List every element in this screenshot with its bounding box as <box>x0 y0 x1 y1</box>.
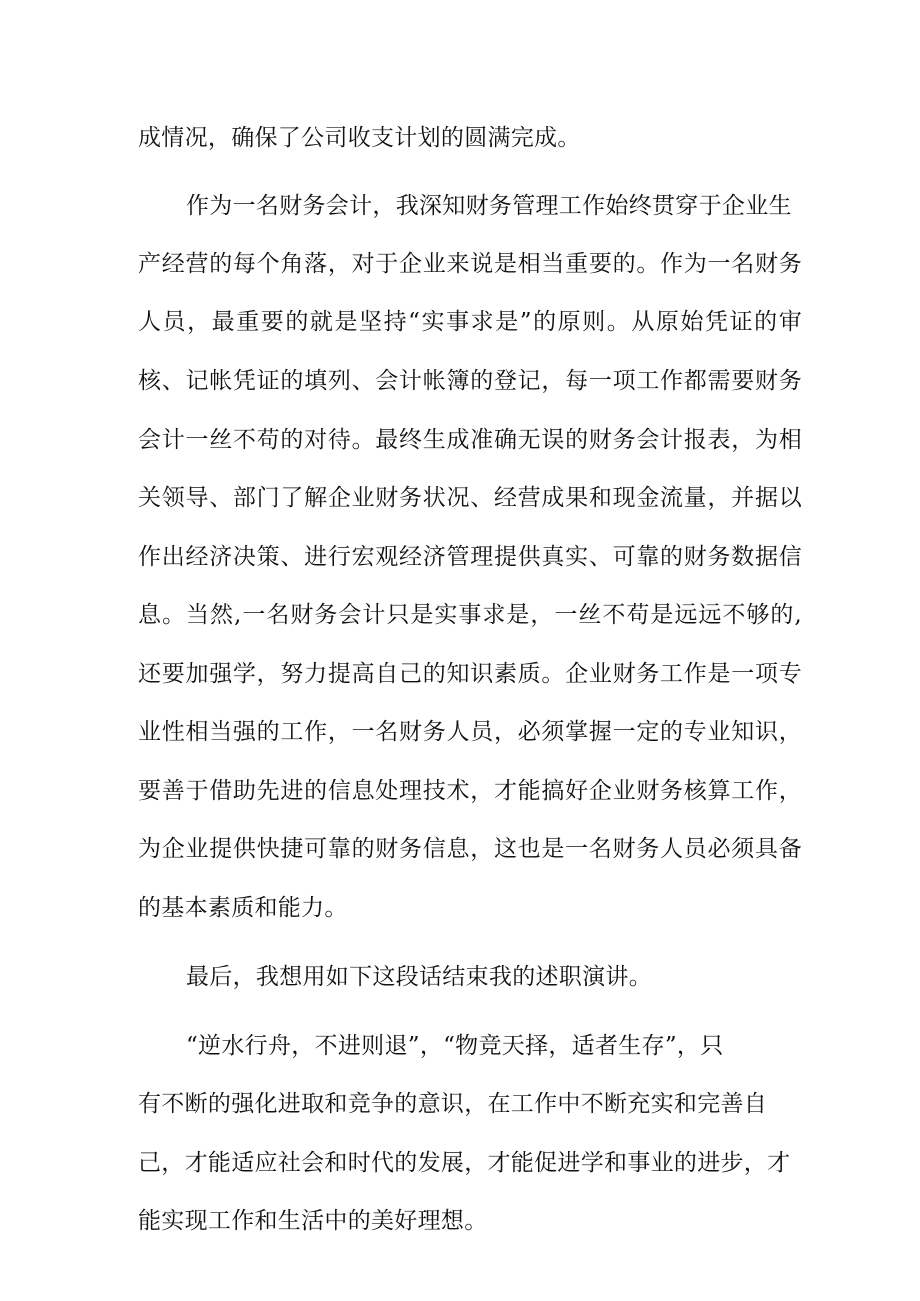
paragraph-4-line-3: 己，才能适应社会和时代的发展，才能促进学和事业的进步，才 <box>138 1150 791 1176</box>
paragraph-2-line-9: 还要加强学，努力提高自己的知识素质。企业财务工作是一项专 <box>138 661 802 687</box>
paragraph-2-line-1: 作为一名财务会计，我深知财务管理工作始终贯穿于企业生 <box>186 193 792 219</box>
paragraph-4-line-2: 有不断的强化进取和竞争的意识，在工作中不断充实和完善自 <box>138 1091 768 1117</box>
paragraph-2-line-10: 业性相当强的工作，一名财务人员，必须掌握一定的专业知识， <box>138 719 802 745</box>
paragraph-2-line-12: 为企业提供快捷可靠的财务信息，这也是一名财务人员必须具备 <box>138 836 802 862</box>
paragraph-3-line-1: 最后，我想用如下这段话结束我的述职演讲。 <box>186 964 652 990</box>
paragraph-2-line-13: 的基本素质和能力。 <box>138 895 348 921</box>
paragraph-2-line-6: 关领导、部门了解企业财务状况、经营成果和现金流量，并据以 <box>138 485 802 511</box>
paragraph-2-line-5: 会计一丝不苟的对待。最终生成准确无误的财务会计报表，为相 <box>138 427 802 453</box>
paragraph-2-line-11: 要善于借助先进的信息处理技术，才能搞好企业财务核算工作， <box>138 778 802 804</box>
paragraph-2-line-7: 作出经济决策、进行宏观经济管理提供真实、可靠的财务数据信 <box>138 544 802 570</box>
paragraph-2-line-3: 人员，最重要的就是坚持“实事求是”的原则。从原始凭证的审 <box>138 309 802 335</box>
paragraph-1-line-1: 成情况，确保了公司收支计划的圆满完成。 <box>138 125 581 151</box>
paragraph-4-line-1: “逆水行舟，不进则退”，“物竞天择，适者生存”，只 <box>186 1033 724 1059</box>
paragraph-2-line-2: 产经营的每个角落，对于企业来说是相当重要的。作为一名财务 <box>138 251 802 277</box>
paragraph-2-line-4: 核、记帐凭证的填列、会计帐簿的登记，每一项工作都需要财务 <box>138 368 802 394</box>
paragraph-2-line-8: 息。当然,一名财务会计只是实事求是，一丝不苟是远远不够的, <box>138 602 802 628</box>
paragraph-4-line-4: 能实现工作和生活中的美好理想。 <box>138 1208 488 1234</box>
